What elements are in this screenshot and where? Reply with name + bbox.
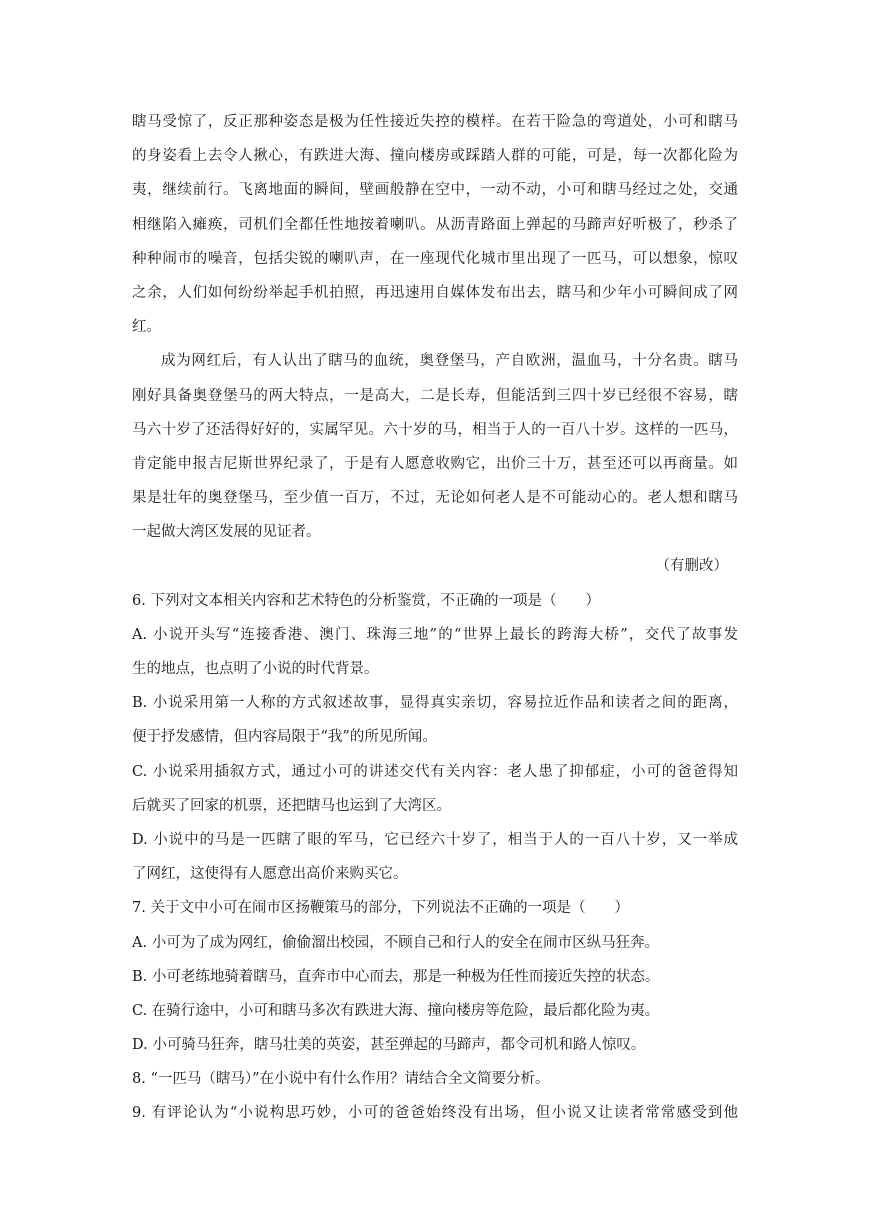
text-line: 红。: [132, 319, 161, 336]
question-stem: 7. 关于文中小可在闹市区扬鞭策马的部分，下列说法不正确的一项是（ ）: [132, 900, 629, 917]
option-c[interactable]: [132, 755, 738, 823]
option-text: C. 小说采用插叙方式，通过小可的讲述交代有关内容：老人患了抑郁症，小可的爸爸得知: [132, 763, 738, 780]
source-note: （有删改）: [655, 558, 728, 575]
text-line: 之余，人们如何纷纷举起手机拍照，再迅速用自媒体发布出去，瞎马和少年小可瞬间成了网: [132, 284, 738, 301]
option-text: 了网红，这使得有人愿意出高价来购买它。: [132, 866, 408, 883]
option-a[interactable]: A. 小可为了成为网红，偷偷溜出校园，不顾自己和行人的安全在闹市区纵马狂奔。: [132, 934, 660, 951]
text-line: 肯定能申报吉尼斯世界纪录了，于是有人愿意收购它，出价三十万，甚至还可以再商量。如: [132, 455, 738, 472]
question-6: [132, 584, 738, 892]
text-line: 刚好具备奥登堡马的两大特点，一是高大，二是长寿，但能活到三四十岁已经很不容易，瞎: [132, 387, 738, 404]
option-text: A. 小说开头写“连接香港、澳门、珠海三地”的“世界上最长的跨海大桥”，交代了故事发: [132, 626, 738, 643]
option-b[interactable]: B. 小可老练地骑着瞎马，直奔市中心而去，那是一种极为任性而接近失控的状态。: [132, 968, 660, 985]
option-b[interactable]: [132, 686, 738, 754]
option-text: B. 小说采用第一人称的方式叙述故事，显得真实亲切，容易拉近作品和读者之间的距离，: [132, 695, 738, 712]
option-d[interactable]: [132, 823, 738, 891]
option-a[interactable]: [132, 618, 738, 686]
question-8: 8. “一匹马（瞎马）”在小说中有什么作用？请结合全文简要分析。: [132, 1071, 550, 1088]
option-text: 便于抒发感情，但内容局限于“我”的所见所闻。: [132, 729, 437, 746]
text-line: 马六十岁了还活得好好的，实属罕见。六十岁的马，相当于人的一百八十岁。这样的一匹马，: [132, 421, 738, 438]
text-line: 一起做大湾区发展的见证者。: [132, 524, 321, 541]
option-text: 生的地点，也点明了小说的时代背景。: [132, 661, 379, 677]
text-line: 瞎马受惊了，反正那种姿态是极为任性接近失控的模样。在若干险急的弯道处，小可和瞎马: [132, 114, 738, 130]
option-text: 后就买了回家的机票，还把瞎马也运到了大湾区。: [132, 797, 451, 814]
document-page: [132, 105, 738, 1131]
question-stem: 6. 下列对文本相关内容和艺术特色的分析鉴赏，不正确的一项是（ ）: [132, 592, 600, 609]
text-line: 成为网红后，有人认出了瞎马的血统，奥登堡马，产自欧洲，温血马，十分名贵。瞎马: [161, 353, 738, 370]
text-line: 相继陷入瘫痪，司机们全都任性地按着喇叭。从沥青路面上弹起的马蹄声好听极了，秒杀了: [132, 216, 738, 233]
text-line: 夷，继续前行。飞离地面的瞬间，壁画般静在空中，一动不动，小可和瞎马经过之处，交通: [132, 182, 738, 199]
option-c[interactable]: C. 在骑行途中，小可和瞎马多次有跌进大海、撞向楼房等危险，最后都化险为夷。: [132, 1002, 660, 1019]
option-d[interactable]: D. 小可骑马狂奔，瞎马壮美的英姿，甚至弹起的马蹄声，都令司机和路人惊叹。: [132, 1037, 646, 1054]
text-line: 果是壮年的奥登堡马，至少值一百万，不过，无论如何老人是不可能动心的。老人想和瞎马: [132, 490, 738, 507]
passage-paragraph-1: [132, 105, 738, 344]
text-line: 种种闹市的噪音，包括尖锐的喇叭声，在一座现代化城市里出现了一匹马，可以想象，惊叹: [132, 250, 738, 267]
option-text: D. 小说中的马是一匹瞎了眼的军马，它已经六十岁了，相当于人的一百八十岁，又一举成: [132, 831, 738, 848]
question-7: [132, 891, 738, 1062]
passage-paragraph-2: [132, 344, 738, 549]
text-line: 的身姿看上去令人揪心，有跌进大海、撞向楼房或踩踏人群的可能，可是，每一次都化险为: [132, 148, 738, 165]
question-9: 9. 有评论认为“小说构思巧妙，小可的爸爸始终没有出场，但小说又让读者常常感受到他: [132, 1105, 738, 1122]
